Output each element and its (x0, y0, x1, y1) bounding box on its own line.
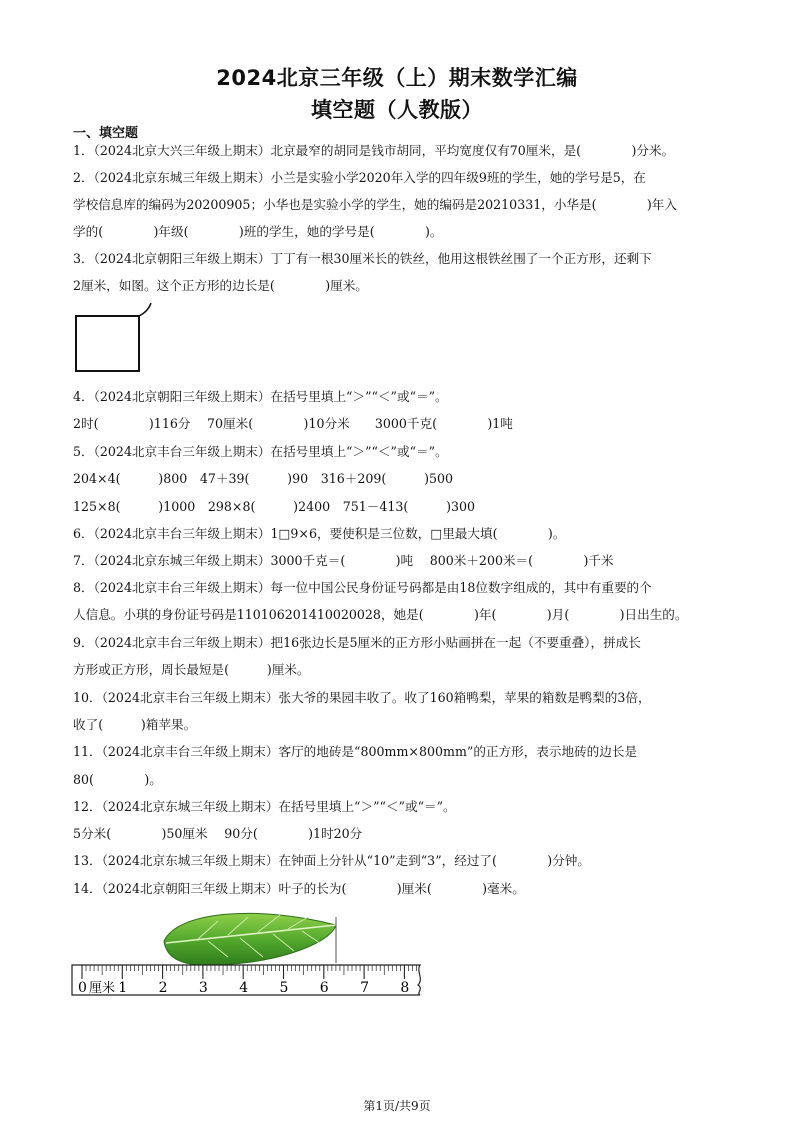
question-line: 80( )。 (73, 772, 162, 787)
ruler-unit-label: 厘米 (89, 981, 116, 996)
question-line: 5分米( )50厘米 90分( )1时20分 (73, 826, 363, 841)
section-heading: 一、填空题 (73, 126, 139, 141)
question-line: 学的( )年级( )班的学生，她的学号是( )。 (73, 224, 443, 239)
question-line: 7．（2024北京东城三年级上期末）3000千克＝( )吨 800米＋200米＝( )千米 (73, 553, 614, 568)
question-line: 12．（2024北京东城三年级上期末）在括号里填上“＞”“＜”或“＝”。 (73, 799, 456, 814)
ruler-tick-label: 0 (78, 980, 87, 996)
question-line: 方形或正方形，周长最短是( )厘米。 (73, 662, 310, 677)
square-wire-figure (73, 303, 163, 375)
leaf-ruler-figure (68, 905, 428, 997)
question-line: 8．（2024北京丰台三年级上期末）每一位中国公民身份证号码都是由18位数字组成的，其中有重要的个 (73, 580, 652, 595)
question-line: 9．（2024北京丰台三年级上期末）把16张边长是5厘米的正方形小贴画拼在一起（不要重叠），拼成长 (73, 635, 641, 650)
page-title: 2024北京三年级（上）期末数学汇编 (216, 66, 578, 90)
ruler-tick-label: 1 (118, 980, 128, 996)
question-line: 125×8( )1000 298×8( )2400 751－413( )300 (73, 499, 476, 514)
question-line: 4．（2024北京朝阳三年级上期末）在括号里填上“＞”“＜”或“＝”。 (73, 389, 448, 404)
question-line: 2厘米，如图。这个正方形的边长是( )厘米。 (73, 278, 368, 293)
question-line: 人信息。小琪的身份证号码是110106201410020028，她是( )年( )月( )日出生的。 (73, 607, 688, 622)
ruler-tick-label: 3 (198, 980, 208, 996)
ruler-tick-label: 5 (279, 980, 289, 996)
question-line: 14．（2024北京朝阳三年级上期末）叶子的长为( )厘米( )毫米。 (73, 881, 525, 896)
question-line: 1．（2024北京大兴三年级上期末）北京最窄的胡同是钱市胡同，平均宽度仅有70厘米，是( )分米。 (73, 143, 675, 158)
leaf-image (164, 913, 336, 965)
question-line: 13．（2024北京东城三年级上期末）在钟面上分针从“10”走到“3”，经过了( )分钟。 (73, 853, 590, 868)
question-line: 2．（2024北京东城三年级上期末）小兰是实验小学2020年入学的四年级9班的学生，她的学号是5，在 (73, 170, 646, 185)
page-footer: 第1页/共9页 (363, 1099, 431, 1113)
question-line: 学校信息库的编码为20200905；小华也是实验小学的学生，她的编码是20210331，小华是( )年入 (73, 197, 677, 212)
question-line: 2时( )116分 70厘米( )10分米 3000千克( )1吨 (73, 416, 513, 431)
question-line: 204×4( )800 47＋39( )90 316＋209( )500 (73, 471, 454, 486)
question-line: 6．（2024北京丰台三年级上期末）1□9×6，要使积是三位数，□里最大填( )。 (73, 526, 566, 541)
ruler-tick-label: 2 (158, 980, 168, 996)
ruler-tick-label: 4 (239, 980, 249, 996)
question-line: 11．（2024北京丰台三年级上期末）客厅的地砖是“800mm×800mm”的正方形，表示地砖的边长是 (73, 744, 638, 759)
ruler-tick-label: 8 (400, 980, 410, 996)
page-subtitle: 填空题（人教版） (311, 98, 483, 122)
question-line: 10．（2024北京丰台三年级上期末）张大爷的果园丰收了。收了160箱鸭梨，苹果的箱数是鸭梨的3倍， (73, 690, 651, 705)
question-line: 5．（2024北京丰台三年级上期末）在括号里填上“＞”“＜”或“＝”。 (73, 444, 448, 459)
ruler-tick-label: 7 (360, 980, 370, 996)
question-line: 3．（2024北京朝阳三年级上期末）丁丁有一根30厘米长的铁丝，他用这根铁丝围了一个正方形，还剩下 (73, 251, 652, 266)
ruler-tick-label: 6 (319, 980, 329, 996)
question-line: 收了( )箱苹果。 (73, 717, 197, 732)
